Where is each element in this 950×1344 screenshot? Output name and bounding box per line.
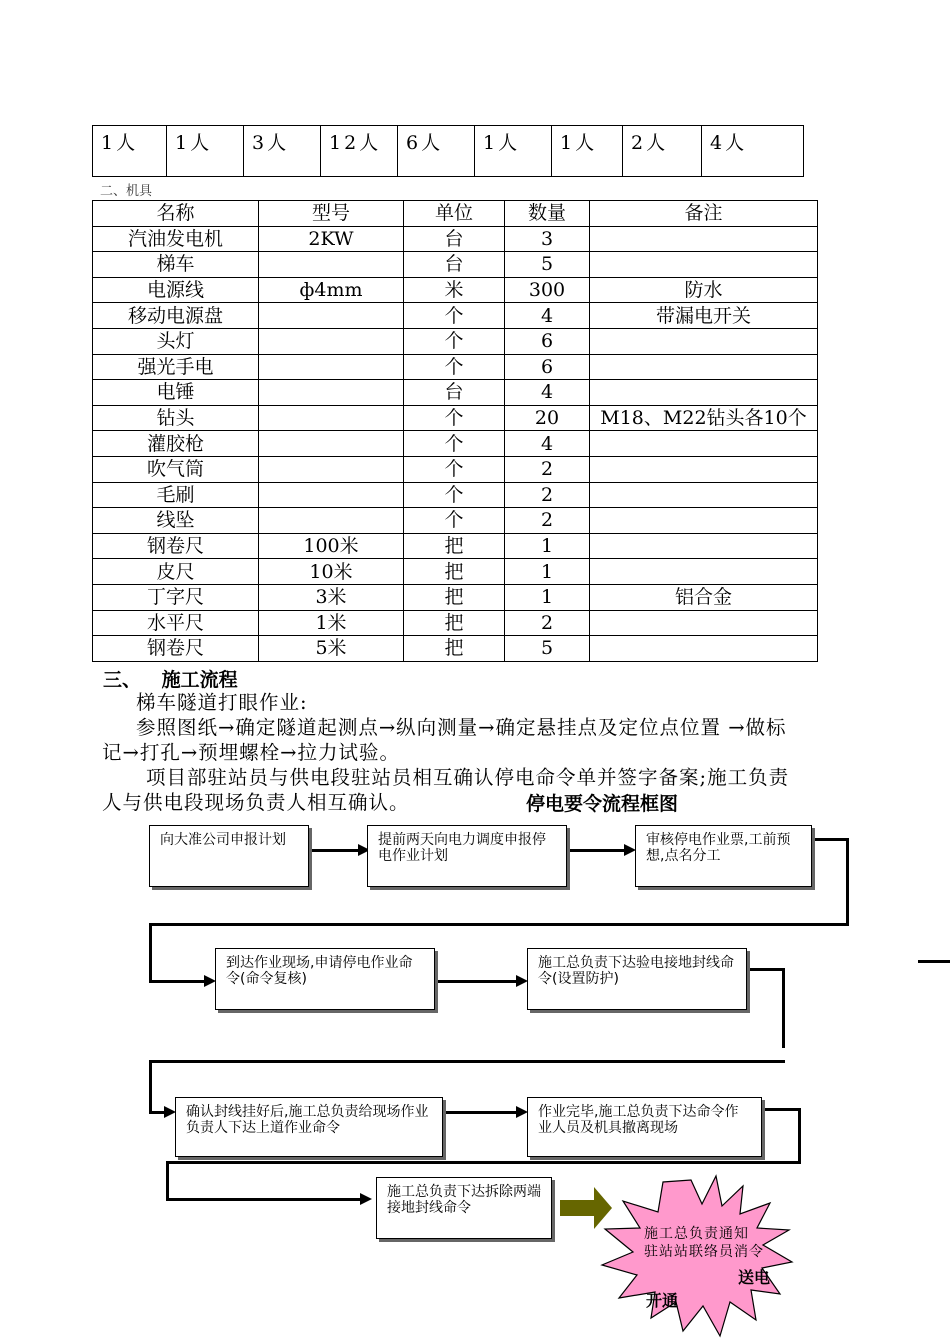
cell-name: 梯车 xyxy=(93,252,259,278)
cell-qty: 5 xyxy=(505,252,590,278)
cell-qty: 2 xyxy=(505,456,590,482)
cell-name: 电锤 xyxy=(93,380,259,406)
staff-cell: 1人 xyxy=(167,126,244,177)
header-qty: 数量 xyxy=(505,201,590,227)
cell-qty: 4 xyxy=(505,303,590,329)
starburst-line: 开通 xyxy=(646,1291,679,1310)
cell-model: ф4mm xyxy=(259,277,404,303)
section2-heading: 二、机具 xyxy=(100,184,153,199)
cell-name: 灌胶枪 xyxy=(93,431,259,457)
cell-name: 丁字尺 xyxy=(93,584,259,610)
arrowhead xyxy=(360,1193,372,1205)
cell-qty: 1 xyxy=(505,559,590,585)
header-model: 型号 xyxy=(259,201,404,227)
cell-unit: 个 xyxy=(404,405,505,431)
cell-qty: 20 xyxy=(505,405,590,431)
cell-name: 钢卷尺 xyxy=(93,636,259,662)
cell-unit: 米 xyxy=(404,277,505,303)
cell-qty: 3 xyxy=(505,226,590,252)
flow-box-confirm-track: 确认封线挂好后,施工总负责给现场作业负责人下达上道作业命令 xyxy=(175,1097,443,1157)
cell-unit: 台 xyxy=(404,252,505,278)
flow-title: 停电要令流程框图 xyxy=(526,793,679,815)
cell-model: 10米 xyxy=(259,559,404,585)
cell-model: 2KW xyxy=(259,226,404,252)
cell-model: 1米 xyxy=(259,610,404,636)
cell-name: 线坠 xyxy=(93,508,259,534)
cell-model: 3米 xyxy=(259,584,404,610)
cell-name: 强光手电 xyxy=(93,354,259,380)
cell-qty: 4 xyxy=(505,380,590,406)
staff-cell: 1人 xyxy=(552,126,623,177)
cell-unit: 个 xyxy=(404,482,505,508)
steps-line-1: 参照图纸→确定隧道起测点→纵向测量→确定悬挂点及定位点位置 →做标 xyxy=(136,716,787,739)
cell-name: 头灯 xyxy=(93,328,259,354)
cell-unit: 个 xyxy=(404,354,505,380)
starburst-line: 送电 xyxy=(738,1268,771,1287)
steps-line-2: 记→打孔→预埋螺栓→拉力试验。 xyxy=(102,741,401,764)
flow-box-finish-work: 作业完毕,施工总负责下达命令作业人员及机具撤离现场 xyxy=(527,1097,762,1157)
cell-unit: 台 xyxy=(404,380,505,406)
staff-cell: 6人 xyxy=(398,126,475,177)
staff-cell: 3人 xyxy=(244,126,321,177)
cell-unit: 个 xyxy=(404,303,505,329)
cell-unit: 个 xyxy=(404,456,505,482)
cell-qty: 1 xyxy=(505,533,590,559)
cell-name: 钻头 xyxy=(93,405,259,431)
cell-qty: 1 xyxy=(505,584,590,610)
flow-box-remove-ground: 施工总负责下达拆除两端接地封线命令 xyxy=(376,1177,552,1239)
starburst-text xyxy=(644,1225,764,1261)
cell-name: 吹气筒 xyxy=(93,456,259,482)
confirm-line-1: 项目部驻站员与供电段驻站员相互确认停电命令单并签字备案;施工负责 xyxy=(146,766,790,789)
cell-model: 100米 xyxy=(259,533,404,559)
cell-name: 皮尺 xyxy=(93,559,259,585)
cell-name: 电源线 xyxy=(93,277,259,303)
cell-unit: 把 xyxy=(404,584,505,610)
flow-box-arrive-site: 到达作业现场,申请停电作业命令(命令复核) xyxy=(215,948,435,1010)
staff-cell: 1人 xyxy=(475,126,552,177)
cell-unit: 把 xyxy=(404,559,505,585)
flow-box-ground-order: 施工总负责下达验电接地封线命令(设置防护) xyxy=(527,948,747,1010)
staff-cell: 1人 xyxy=(93,126,167,177)
cell-unit: 把 xyxy=(404,533,505,559)
cell-unit: 把 xyxy=(404,610,505,636)
cell-unit: 个 xyxy=(404,508,505,534)
header-unit: 单位 xyxy=(404,201,505,227)
section3-number: 三、 xyxy=(103,669,142,691)
block-arrow xyxy=(560,1187,612,1229)
cell-unit: 个 xyxy=(404,431,505,457)
confirm-line-2: 人与供电段现场负责人相互确认。 xyxy=(102,791,410,814)
staff-cell: 2人 xyxy=(623,126,702,177)
header-name: 名称 xyxy=(93,201,259,227)
cell-note: 防水 xyxy=(590,277,818,303)
cell-qty: 6 xyxy=(505,354,590,380)
flow-box-review: 审核停电作业票,工前预想,点名分工 xyxy=(635,825,812,887)
cell-qty: 2 xyxy=(505,482,590,508)
cell-name: 汽油发电机 xyxy=(93,226,259,252)
cell-unit: 个 xyxy=(404,328,505,354)
cell-qty: 6 xyxy=(505,328,590,354)
starburst-line: 驻站站联络员消令 xyxy=(644,1244,764,1260)
cell-qty: 2 xyxy=(505,610,590,636)
flow-box-report: 向大准公司申报计划 xyxy=(149,825,309,887)
cell-name: 毛刷 xyxy=(93,482,259,508)
section3-title: 施工流程 xyxy=(161,669,238,691)
staff-cell: 12人 xyxy=(321,126,398,177)
cell-qty: 4 xyxy=(505,431,590,457)
flow-box-apply-plan: 提前两天向电力调度申报停电作业计划 xyxy=(367,825,567,887)
header-note: 备注 xyxy=(590,201,818,227)
cell-note: M18、M22钻头各10个 xyxy=(590,405,818,431)
cell-qty: 300 xyxy=(505,277,590,303)
cell-note: 铝合金 xyxy=(590,584,818,610)
section3-subtitle: 梯车隧道打眼作业: xyxy=(136,691,308,714)
cell-name: 钢卷尺 xyxy=(93,533,259,559)
cell-unit: 把 xyxy=(404,636,505,662)
cell-name: 水平尺 xyxy=(93,610,259,636)
cell-unit: 台 xyxy=(404,226,505,252)
staff-cell: 4人 xyxy=(702,126,804,177)
cell-model: 5米 xyxy=(259,636,404,662)
starburst-line: 施工总负责通知 xyxy=(644,1226,749,1242)
cell-note: 带漏电开关 xyxy=(590,303,818,329)
cell-name: 移动电源盘 xyxy=(93,303,259,329)
cell-qty: 2 xyxy=(505,508,590,534)
cell-qty: 5 xyxy=(505,636,590,662)
